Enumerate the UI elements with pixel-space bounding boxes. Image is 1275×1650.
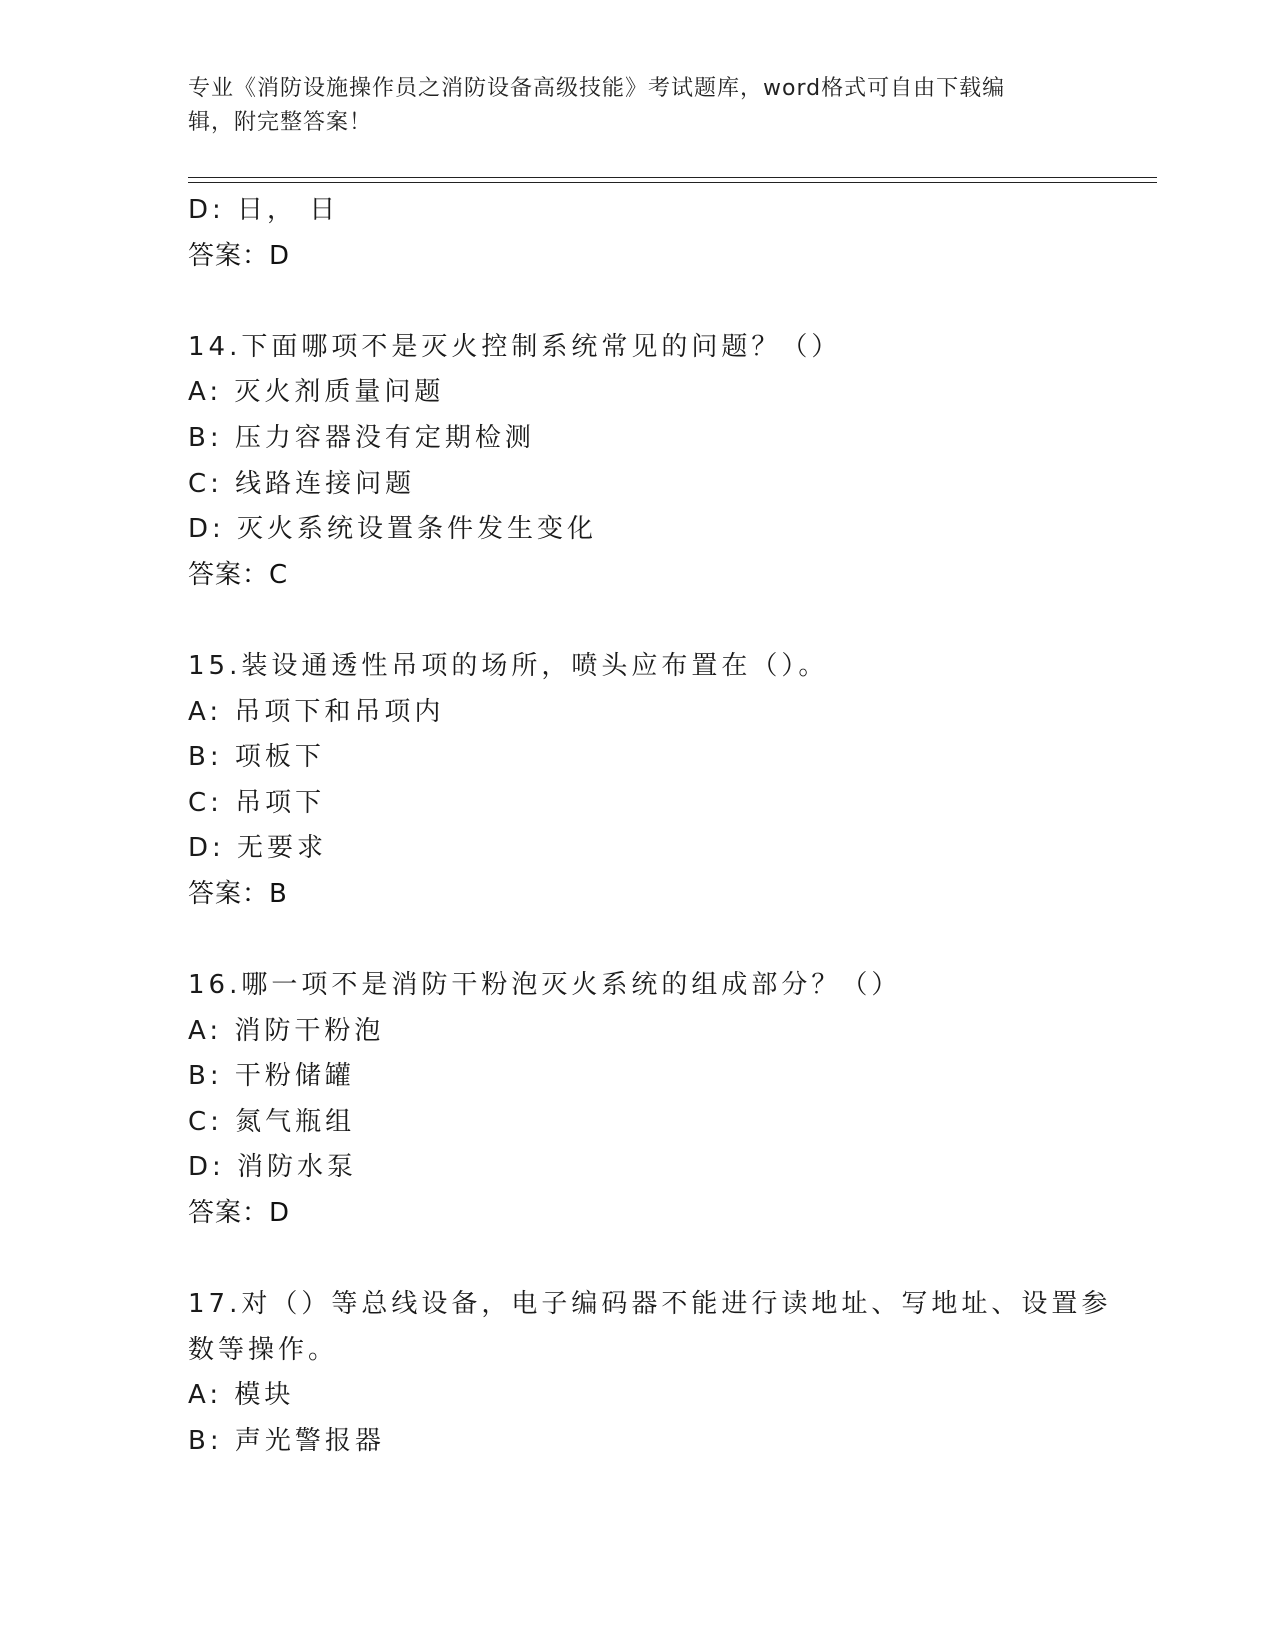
option-d: D: 日， 日 — [188, 195, 340, 225]
document-header — [188, 72, 1088, 140]
header-line-1: 专业《消防设施操作员之消防设备高级技能》考试题库，word格式可自由下载编 — [188, 76, 1006, 101]
option-a: A: 消防干粉泡 — [188, 1015, 385, 1046]
answer-line: 答案：B — [188, 878, 288, 909]
option-b: B: 压力容器没有定期检测 — [188, 422, 535, 453]
spacer — [188, 918, 1088, 964]
option-b: B: 干粉储罐 — [188, 1061, 355, 1092]
question-text-line-2: 数等操作。 — [188, 1334, 339, 1365]
spacer — [188, 1237, 1088, 1283]
header-rule-top — [188, 177, 1157, 178]
question-text-line-1: 17.对（）等总线设备，电子编码器不能进行读地址、写地址、设置参 — [188, 1289, 1112, 1320]
question-text: 14.下面哪项不是灭火控制系统常见的问题？（） — [188, 331, 842, 362]
spacer — [188, 279, 1088, 325]
question-text: 15.装设通透性吊项的场所，喷头应布置在（）。 — [188, 650, 829, 681]
option-c: C: 氮气瓶组 — [188, 1106, 356, 1137]
option-c: C: 吊项下 — [188, 787, 326, 818]
question-block-15 — [188, 644, 1088, 918]
header-line-2: 辑，附完整答案！ — [188, 110, 373, 135]
question-block-14 — [188, 325, 1088, 599]
answer-line: 答案：C — [188, 559, 289, 590]
question-block-16 — [188, 963, 1088, 1237]
answer-line: 答案：D — [188, 1198, 291, 1229]
option-a: A: 灭火剂质量问题 — [188, 377, 445, 408]
question-list — [188, 188, 1112, 1465]
question-block-17 — [188, 1282, 1112, 1464]
option-a: A: 吊项下和吊项内 — [188, 696, 445, 727]
option-c: C: 线路连接问题 — [188, 468, 416, 499]
question-text: 16.哪一项不是消防干粉泡灭火系统的组成部分？（） — [188, 970, 902, 1001]
question-block-13 — [188, 188, 1088, 279]
option-d: D: 灭火系统设置条件发生变化 — [188, 514, 598, 545]
option-b: B: 声光警报器 — [188, 1426, 385, 1457]
option-d: D: 无要求 — [188, 833, 328, 864]
option-a: A: 模块 — [188, 1380, 295, 1411]
option-b: B: 项板下 — [188, 742, 325, 773]
header-rule-bottom — [188, 182, 1157, 183]
spacer — [188, 598, 1088, 644]
option-d: D: 消防水泵 — [188, 1152, 358, 1183]
answer-line: 答案：D — [188, 240, 291, 271]
